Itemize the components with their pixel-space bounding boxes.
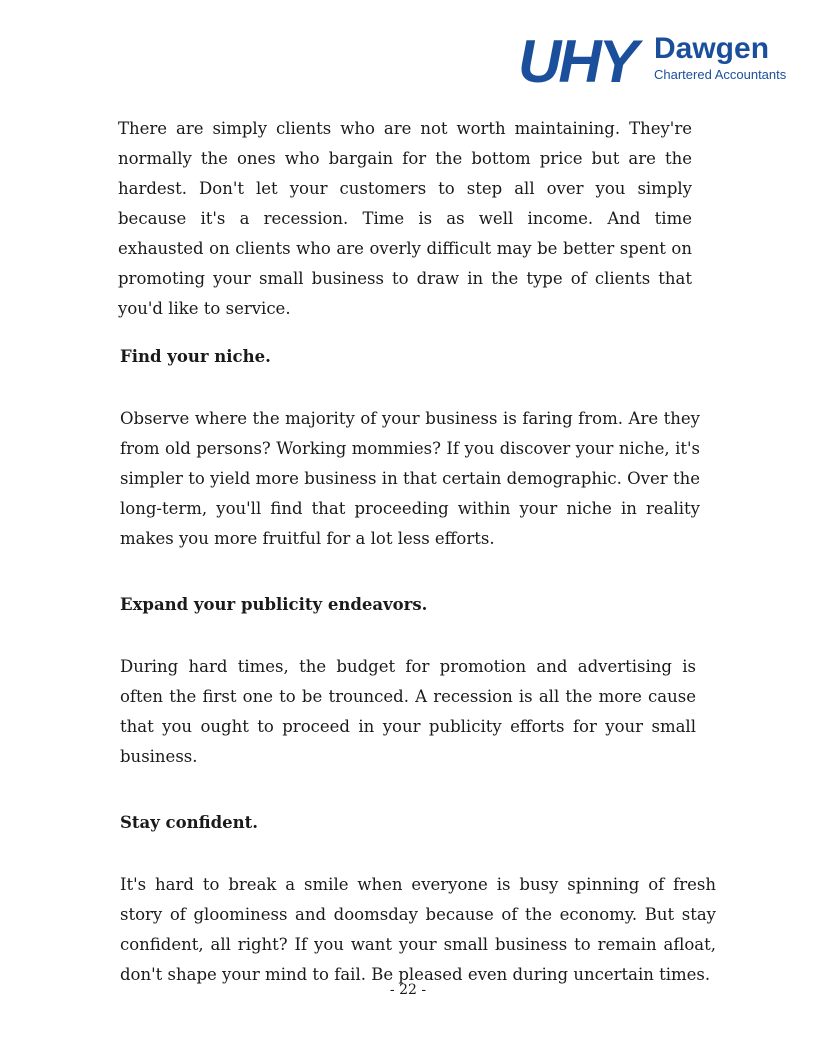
heading-stay-confident: Stay confident. bbox=[120, 813, 259, 832]
logo-mark: UHY bbox=[518, 28, 636, 95]
page-number: - 22 - bbox=[389, 982, 427, 998]
uhy-dawgen-logo bbox=[518, 28, 792, 104]
heading-find-niche: Find your niche. bbox=[120, 347, 271, 366]
paragraph-intro: There are simply clients who are not worth maintaining. They're normally the ones who bargain for the bottom price but are the hardest. Don't let your customers to step all over you simply because it's a recession. Time is as well income. And time exhausted on clients who are overly difficult may be better spent on promoting your small business to draw in the type of clients that you'd like to service. bbox=[118, 119, 692, 318]
heading-expand-publicity: Expand your publicity endeavors. bbox=[120, 595, 428, 614]
paragraph-publicity: During hard times, the budget for promotion and advertising is often the first one to be trounced. A recession is all the more cause that you ought to proceed in your publicity efforts for your small business. bbox=[120, 657, 696, 766]
paragraph-niche: Observe where the majority of your business is faring from. Are they from old persons? Working mommies? If you discover your niche, it's simpler to yield more business in that certain demographic. Over the long-term, you'll find that proceeding within your niche in reality makes you more fruitful for a lot less efforts. bbox=[120, 409, 700, 548]
paragraph-confident: It's hard to break a smile when everyone is busy spinning of fresh story of gloominess and doomsday because of the economy. But stay confident, all right? If you want your small business to remain afloat, don't shape your mind to fail. Be pleased even during uncertain times. bbox=[120, 875, 716, 984]
company-logo bbox=[518, 28, 792, 104]
document-body bbox=[118, 114, 718, 990]
logo-name: Dawgen bbox=[654, 32, 770, 65]
logo-tagline: Chartered Accountants bbox=[654, 67, 787, 82]
